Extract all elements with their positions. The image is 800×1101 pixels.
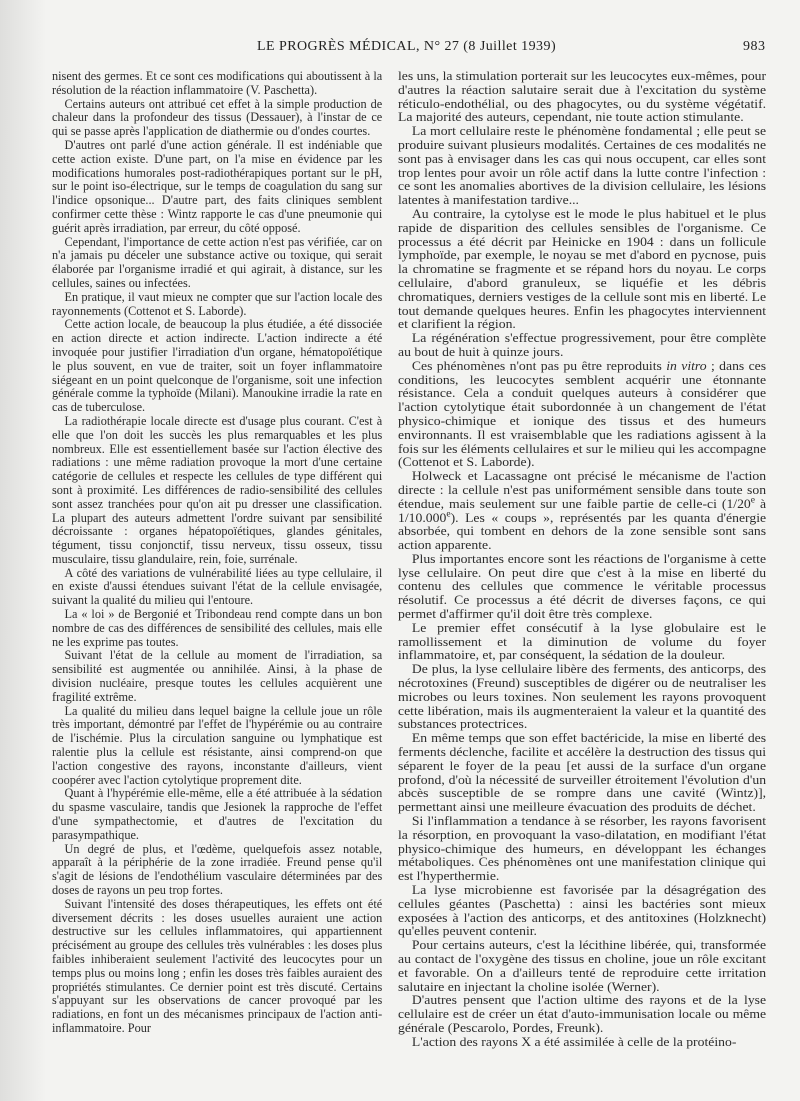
paragraph: Cette action locale, de beaucoup la plus étudiée, a été dissociée en action directe et action indirecte. L'action indirecte a été invoquée pour justifier l'irradiation d'un organe, hématopoïétique le plus souvent, en vue de traiter, soit un foyer inflammatoire siégeant en un point quelconque de l'organisme, soit une infection générale comme la typhoïde (Milani). Manoukine irradie la rate en cas de tuberculose. [52,317,383,415]
paragraph [398,360,766,470]
paragraph: Le premier effet consécutif à la lyse globulaire est le ramollissement et la diminution de volume du foyer inflammatoire, et, par conséquent, la sédation de la douleur. [398,620,767,663]
paragraph: Un degré de plus, et l'œdème, quelquefois assez notable, apparaît à la périphérie de la zone irradiée. Freund pense qu'il s'agit de lésions de l'endothélium vasculaire déterminées par des doses de rayons un peu trop fortes. [52,841,383,898]
paragraph: D'autres ont parlé d'une action générale. Il est indéniable que cette action existe. D'une part, on l'a mise en évidence par les modifications humorales post-radiothérapiques portant sur le pH, sur le point iso-électrique, sur le temps de coagulation du sang sur l'indice opsonique... D'autre part, des faits cliniques semblent confirmer cette thèse : Wintz rapporte le cas d'une pneumonie qui guérit après irradiation, par erreur, du côté opposé. [52,137,383,235]
paragraph: La radiothérapie locale directe est d'usage plus courant. C'est à elle que l'on doit les succès les plus remarquables et les plus nombreux. Elle est essentiellement basée sur l'action élective des radiations : une même radiation provoque la mort d'une certaine catégorie de cellules et respecte les cellules de type différent qui sont à proximité. Les différences de radio-sensibilité des cellules sont assez tranchées pour qu'on ait pu dresser une classification. La plupart des auteurs admettent l'ordre suivant par sensibilité décroissante : organes hépatopoïétiques, glandes génitales, tégument, tissu conjonctif, tissu nerveux, tissu osseux, tissu musculaire, tissu glandulaire, rein, foie, surrénale. [52,413,383,566]
paragraph: La lyse microbienne est favorisée par la désagrégation des cellules géantes (Paschetta) : ainsi les bactéries sont mieux exposées à l'action des anticorps, et des antitoxines (Holzknecht) qu'elles peuvent contenir. [398,883,767,939]
paragraph: Quant à l'hypérémie elle-même, elle a été attribuée à la sédation du spasme vasculaire, tandis que Jesionek la rapproche de l'effet d'une sympathectomie, et d'autres de l'excitation du parasympathique. [52,786,383,842]
paragraph: La qualité du milieu dans lequel baigne la cellule joue un rôle très important, démontré par l'effet de l'hypérémie ou au contraire de l'ischémie. Plus la circulation sanguine ou lymphatique est ralentie plus la cellule est résistante, ainsi comprend-on que l'action congestive des rayons, inconstante d'ailleurs, vient coopérer avec l'action cytolytique proprement dite. [52,703,383,787]
italic-term: in vitro [666,358,707,373]
paragraph: Pour certains auteurs, c'est la lécithine libérée, qui, transformée au contact de l'oxygène des tissus en choline, joue un rôle excitant et favorable. On a d'ailleurs tenté de reproduire cette irritation salutaire en injectant la choline isolée (Werner). [398,938,767,994]
paragraph: Si l'inflammation a tendance à se résorber, les rayons favorisent la résorption, en provoquant la vaso-dilatation, en modifiant l'état physico-chimique des humeurs, en développant les échanges métaboliques. Ces phénomènes ont une manifestation clinique qui est l'hyperthermie. [398,814,767,884]
superscript: e [750,494,756,505]
text-run: Ces phénomènes n'ont pas pu être reproduits [411,358,667,373]
text-run: ). Les « coups », représentés par les quanta d'énergie absorbée, qui tombent en dehors de la zone sensible sont sans action apparente. [398,510,767,553]
text-run: Holweck et Lacassagne ont précisé le mécanisme de l'action directe : la cellule n'est pas uniformément sensible dans toute son étendue, mais seulement sur une faible partie de celle-ci (1/20 [398,469,767,511]
paragraph: La « loi » de Bergonié et Tribondeau rend compte dans un bon nombre de cas des différences de sensibilité des cellules, mais elle ne les exprime pas toutes. [52,607,383,649]
binding-shadow [0,0,46,1101]
paragraph: Suivant l'intensité des doses thérapeutiques, les effets ont été diversement décrits : les doses usuelles auraient une action destructive sur les cellules inflammatoires, qui appartiennent précisément au groupe des cellules très vulnérables : les doses plus faibles inhiberaient seulement l'activité des leucocytes pour un temps plus ou moins long ; enfin les doses très faibles auraient des propriétés stimulantes. Ce dernier point est très discuté. Certains s'appuyant sur les observations de cancer provoqué par les radiations, en font un des mécanismes principaux de l'action anti-inflammatoire. Pour [52,896,383,1035]
paragraph: les uns, la stimulation porterait sur les leucocytes eux-mêmes, pour d'autres la réaction salutaire serait due à l'excitation du système réticulo-endothélial, ou des phagocytes, ou du système végétatif. La majorité des auteurs, cependant, nie toute action stimulante. [398,69,767,125]
left-column [52,70,382,1036]
paragraph: A côté des variations de vulnérabilité liées au type cellulaire, il en existe d'aussi étendues suivant l'état de la cellule envisagée, suivant la qualité du milieu qui l'entoure. [52,565,383,608]
paragraph: La régénération s'effectue progressivement, pour être complète au bout de huit à quinze jours. [398,331,767,359]
paragraph: La mort cellulaire reste le phénomène fondamental ; elle peut se produire suivant plusieurs modalités. Certaines de ces modalités ne sont pas à envisager dans les cas qui nous occupent, car elles sont trop lentes pour avoir un rôle actif dans la lutte contre l'infection : ce sont les anomalies abortives de la division cellulaire, les lésions latentes à manifestation tardive... [398,124,767,208]
paragraph: Cependant, l'importance de cette action n'est pas vérifiée, car on n'a jamais pu déceler une substance active ou toxique, qui serait élaborée par l'organisme irradié et qui agirait, à distance, sur les cellules, saines ou infectées. [52,234,383,290]
page-number: 983 [743,39,766,54]
paragraph: Plus importantes encore sont les réactions de l'organisme à cette lyse cellulaire. On peut dire que c'est à la mise en liberté du contenu des cellules que commence le véritable processus résolutif. Ce processus a été décrit de diverses façons, ce qui permet d'affirmer qu'il doit être très complexe. [398,551,767,622]
paragraph: L'action des rayons X a été assimilée à celle de la protéino- [411,1034,737,1049]
paragraph: En même temps que son effet bactéricide, la mise en liberté des ferments déclenche, facilite et accélère la destruction des tissus qui séparent le foyer de la peau [et aussi de la surface d'un organe profond, d'où la nécessité de surveiller étroitement l'évolution d'un abcès susceptible de se rompre dans une cavité (Wintz)], permettant ainsi une meilleure évacuation des produits de déchet. [398,731,767,815]
superscript: e [446,508,451,519]
paragraph: Suivant l'état de la cellule au moment de l'irradiation, sa sensibilité est augmentée ou annihilée. Ainsi, à la phase de division nucléaire, presque toutes les cellules acquièrent une fragilité extrême. [52,648,383,704]
running-head-title: LE PROGRÈS MÉDICAL, N° 27 (8 Juillet 1939) [257,39,557,54]
text-run: ; dans ces conditions, les leucocytes semblent acquérir une étonnante résistance. Cela a conduit quelques auteurs à considérer que l'action cytolytique était subordonnée à un changement de l'état physico-chimique et ionique des tissus et des humeurs environnants. Il est vraisemblable que les radiations agissent à la fois sur les éléments cellulaires et sur le milieu qui les accompagne (Cottenot et S. Laborde). [398,358,767,470]
paragraph: nisent des germes. Et ce sont ces modifications qui aboutissent à la résolution de la réaction inflammatoire (V. Paschetta). [52,69,383,97]
paragraph: D'autres pensent que l'action ultime des rayons et de la lyse cellulaire est de créer un état d'auto-immunisation locale ou même générale (Pescarolo, Pordes, Freunk). [398,993,767,1035]
paragraph: Au contraire, la cytolyse est le mode le plus habituel et le plus rapide de disparition des cellules sensibles de l'organisme. Ce processus a été décrit par Heinicke en 1904 : dans un follicule lymphoïde, par exemple, le noyau se met d'abord en pycnose, puis la chromatine se fragmente et se répand hors du noyau. Le corps cellulaire, d'abord granuleux, se liquéfie et les débris chromatiques, derniers vestiges de la cellule sont mis en liberté. Le tout demande quelques heures. Enfin les phagocytes interviennent et clarifient la région. [398,206,767,332]
right-column [398,70,766,1050]
paragraph: En pratique, il vaut mieux ne compter que sur l'action locale des rayonnements (Cottenot et S. Laborde). [52,289,383,318]
paragraph: Certains auteurs ont attribué cet effet à la simple production de chaleur dans la profondeur des tissus (Dessauer), à l'instar de ce qui se passe après l'application de diathermie ou d'ondes courtes. [52,96,383,139]
paragraph: De plus, la lyse cellulaire libère des ferments, des anticorps, des nécrotoxines (Freund) susceptibles de digérer ou de neutraliser les microbes ou leurs toxines. Non seulement les rayons provoquent cette libération, mais ils augmenteraient la valeur et la quantité des substances protectrices. [398,662,767,732]
paragraph [398,470,766,553]
text-run: à 1/10.000 [398,496,767,525]
